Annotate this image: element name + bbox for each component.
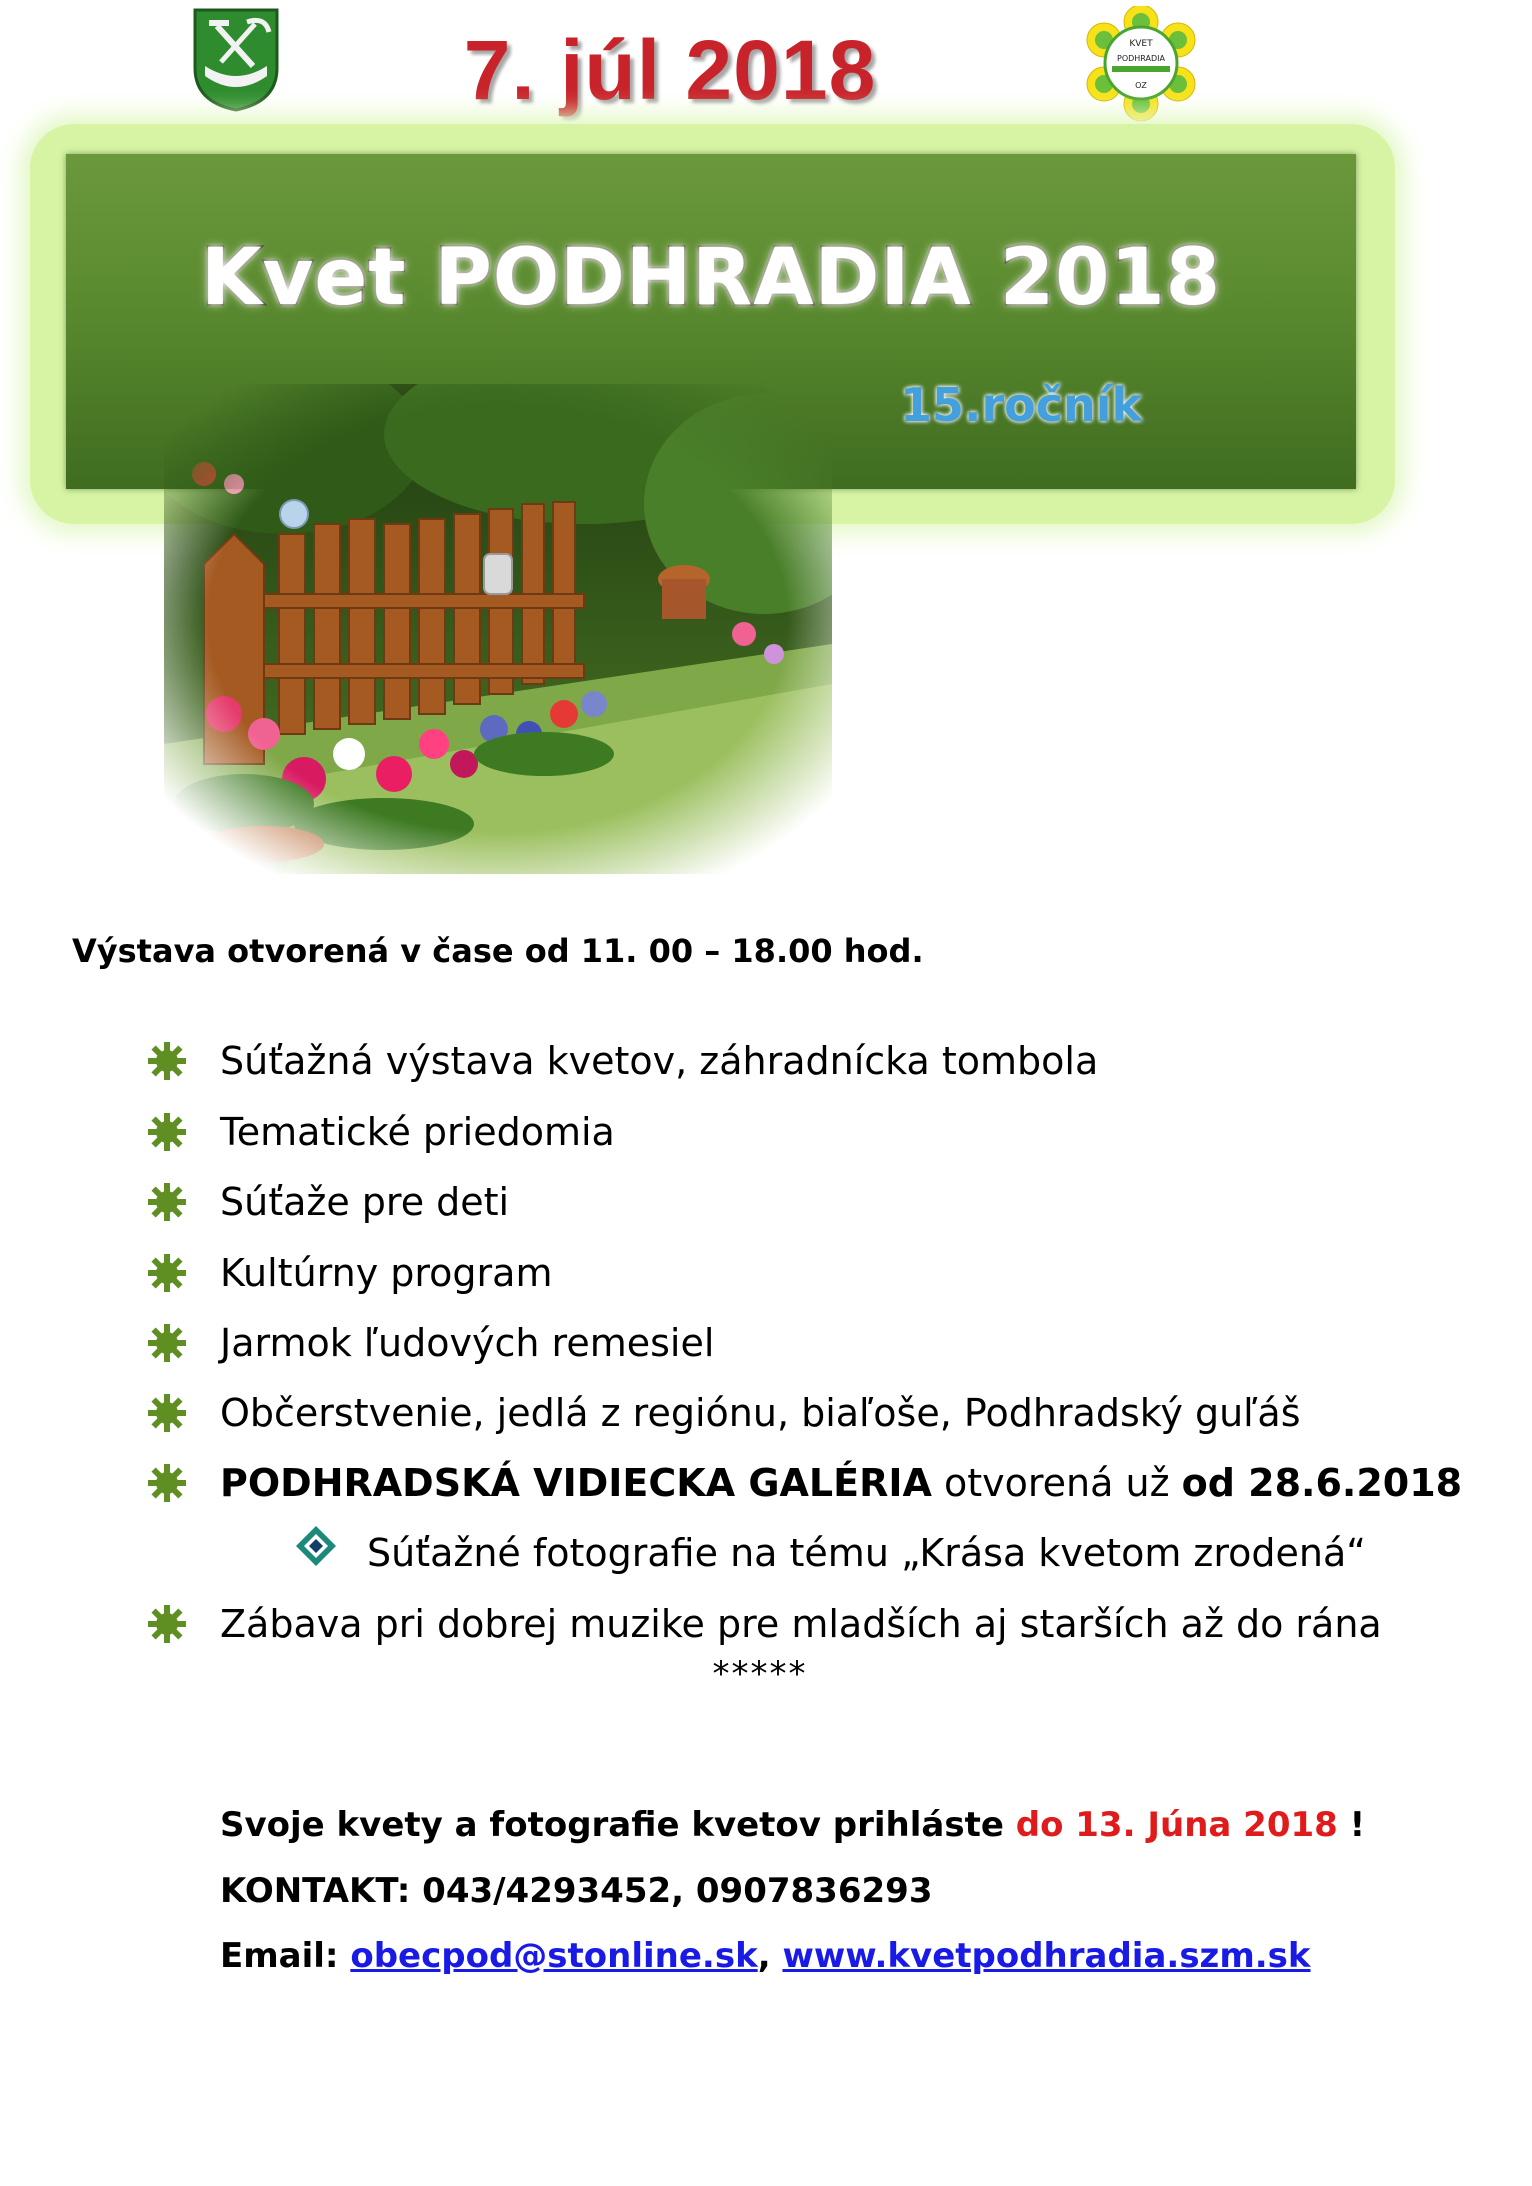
flower-bullet-icon bbox=[146, 1462, 188, 1504]
email-line bbox=[220, 1933, 1470, 1979]
logo-text-top: KVET bbox=[1129, 39, 1153, 49]
email-label: Email: bbox=[220, 1936, 351, 1976]
registration-deadline: do 13. Júna 2018 bbox=[1015, 1805, 1338, 1845]
kvet-podhradia-logo bbox=[1082, 6, 1200, 122]
list-item: Zábava pri dobrej muzike pre mladších aj starších až do rána bbox=[220, 1602, 1382, 1646]
registration-suffix: ! bbox=[1337, 1805, 1366, 1845]
gallery-name: PODHRADSKÁ VIDIECKA GALÉRIA bbox=[220, 1461, 932, 1505]
flower-bullet-icon bbox=[146, 1392, 188, 1434]
registration-text: Svoje kvety a fotografie kvetov prihláste bbox=[220, 1805, 1016, 1845]
flower-bullet-icon bbox=[146, 1603, 188, 1645]
banner-title: Kvet PODHRADIA 2018 bbox=[201, 233, 1221, 323]
list-item: Jarmok ľudových remesiel bbox=[220, 1321, 715, 1365]
flower-bullet-icon bbox=[146, 1322, 188, 1364]
link-separator: , bbox=[757, 1936, 783, 1976]
logo-text-mid: PODHRADIA bbox=[1117, 54, 1165, 63]
gallery-open-date: od 28.6.2018 bbox=[1181, 1461, 1463, 1505]
event-date: 7. júl 2018 bbox=[463, 23, 877, 117]
banner-edition: 15.ročník bbox=[900, 378, 1143, 432]
list-item: Kultúrny program bbox=[220, 1251, 553, 1295]
flower-bullet-icon bbox=[146, 1181, 188, 1223]
gallery-open-text: otvorená už bbox=[931, 1461, 1182, 1505]
website-link[interactable]: www.kvetpodhradia.szm.sk bbox=[782, 1936, 1311, 1976]
list-item: Súťaže pre deti bbox=[220, 1180, 510, 1224]
flower-bullet-icon bbox=[146, 1040, 188, 1082]
stars-divider: ***** bbox=[712, 1654, 808, 1694]
flower-bullet-icon bbox=[146, 1111, 188, 1153]
garden-fence-photo bbox=[164, 384, 832, 874]
email-link[interactable]: obecpod@stonline.sk bbox=[350, 1936, 758, 1976]
list-sub-item: Súťažné fotografie na tému „Krása kvetom zrodená“ bbox=[367, 1531, 1366, 1575]
list-item-gallery bbox=[220, 1457, 1500, 1509]
list-item: Tematické priedomia bbox=[220, 1110, 615, 1154]
list-item: Súťažná výstava kvetov, záhradnícka tombola bbox=[220, 1039, 1099, 1083]
flower-bullet-icon bbox=[146, 1252, 188, 1294]
contact-line: KONTAKT: 043/4293452, 0907836293 bbox=[220, 1871, 933, 1911]
diamond-bullet-icon bbox=[294, 1524, 338, 1568]
opening-hours: Výstava otvorená v čase od 11. 00 – 18.00 hod. bbox=[72, 932, 924, 970]
logo-text-bottom: OZ bbox=[1135, 81, 1147, 90]
coat-of-arms-icon bbox=[191, 6, 281, 114]
registration-note bbox=[220, 1802, 1470, 1848]
list-item: Občerstvenie, jedlá z regiónu, biaľoše, Podhradský guľáš bbox=[220, 1391, 1301, 1435]
